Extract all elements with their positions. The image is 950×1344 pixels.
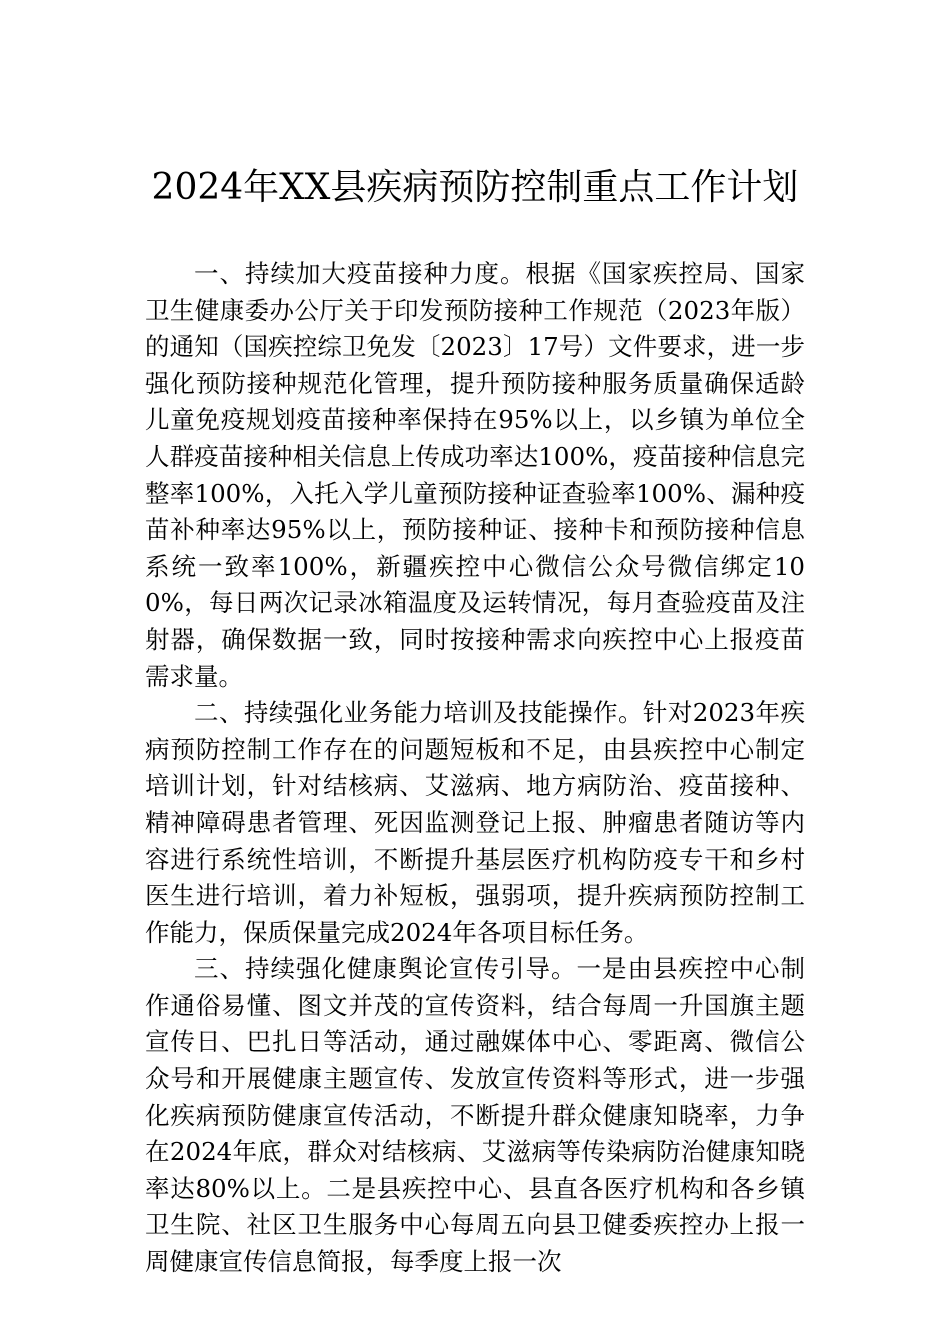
paragraph-vaccination: 一、持续加大疫苗接种力度。根据《国家疾控局、国家卫生健康委办公厅关于印发预防接种工作规范（2023年版）的通知（国疾控综卫免发〔2023〕17号）文件要求，进一步强化预防接种规范化管理，提升预防接种服务质量确保适龄儿童免疫规划疫苗接种率保持在95%以上，以乡镇为单位全人群疫苗接种相关信息上传成功率达100%，疫苗接种信息完整率100%，入托入学儿童预防接种证查验率100%、漏种疫苗补种率达95%以上，预防接种证、接种卡和预防接种信息系统一致率100%，新疆疾控中心微信公众号微信绑定100%，每日两次记录冰箱温度及运转情况，每月查验疫苗及注射器，确保数据一致，同时按接种需求向疾控中心上报疫苗需求量。 (145, 259, 805, 691)
paragraph-publicity: 三、持续强化健康舆论宣传引导。一是由县疾控中心制作通俗易懂、图文并茂的宣传资料，结合每周一升国旗主题宣传日、巴扎日等活动，通过融媒体中心、零距离、微信公众号和开展健康主题宣传、发放宣传资料等形式，进一步强化疾病预防健康宣传活动，不断提升群众健康知晓率，力争在2024年底，群众对结核病、艾滋病等传染病防治健康知晓率达80%以上。二是县疾控中心、县直各医疗机构和各乡镇卫生院、社区卫生服务中心每周五向县卫健委疾控办上报一周健康宣传信息简报，每季度上报一次 (145, 954, 805, 1277)
paragraph-training: 二、持续强化业务能力培训及技能操作。针对2023年疾病预防控制工作存在的问题短板和不足，由县疾控中心制定培训计划，针对结核病、艾滋病、地方病防治、疫苗接种、精神障碍患者管理、死因监测登记上报、肿瘤患者随访等内容进行系统性培训，不断提升基层医疗机构防疫专干和乡村医生进行培训，着力补短板，强弱项，提升疾病预防控制工作能力，保质保量完成2024年各项目标任务。 (145, 698, 805, 947)
document-title: 2024年XX县疾病预防控制重点工作计划 (151, 167, 799, 208)
document-body (145, 256, 805, 1281)
